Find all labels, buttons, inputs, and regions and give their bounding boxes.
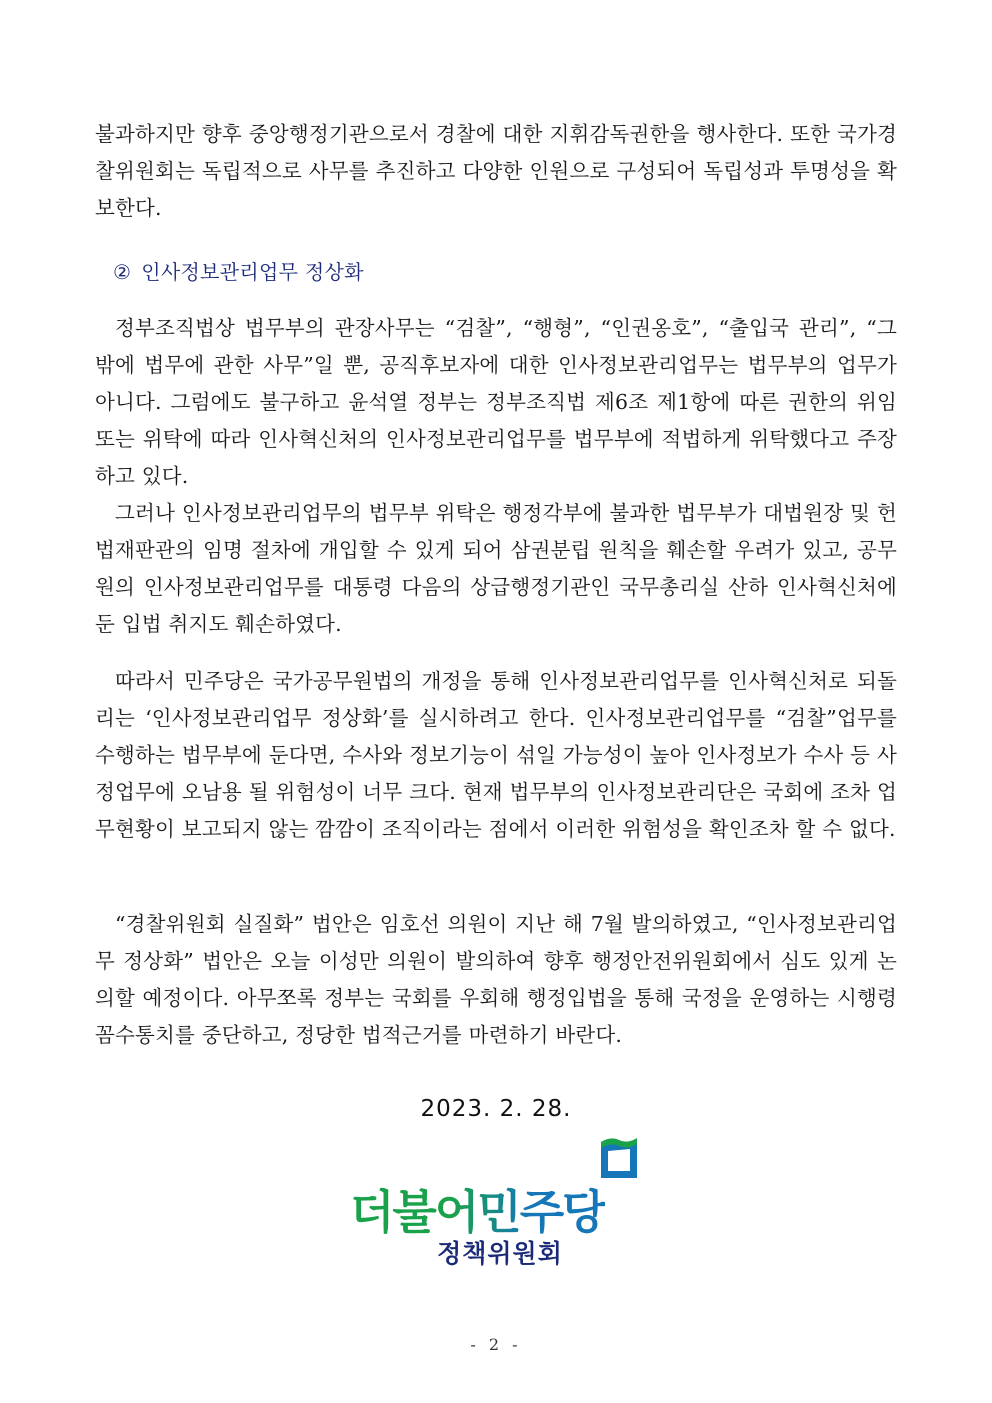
page-number: - 2 -: [470, 1335, 522, 1354]
paragraph-bills-status: “경찰위원회 실질화” 법안은 임호선 의원이 지난 해 7월 발의하였고, “인사정보관리업무 정상화” 법안은 오늘 이성만 의원이 발의하여 향후 행정안전위원회에서 심도 있게 논의할 예정이다. 아무쪼록 정부는 국회를 우회해 행정입법을 통해 국정을 운영하는 시행령 꼼수통치를 중단하고, 정당한 법적근거를 마련하기 바란다.: [95, 912, 897, 1047]
committee-name: 정책위원회: [437, 1239, 563, 1268]
section-title: 인사정보관리업무 정상화: [141, 260, 364, 284]
paragraph-police-commission: 불과하지만 향후 중앙행정기관으로서 경찰에 대한 지휘감독권한을 행사한다. 또한 국가경찰위원회는 독립적으로 사무를 추진하고 다양한 인원으로 구성되어 독립성과 투명성을 확보한다.: [95, 122, 897, 220]
party-logo: [350, 1138, 650, 1268]
party-name: 더불어민주당: [350, 1176, 605, 1242]
paragraph-delegation-critique: 그러나 인사정보관리업무의 법무부 위탁은 행정각부에 불과한 법무부가 대법원장 및 헌법재판관의 임명 절차에 개입할 수 있게 되어 삼권분립 원칙을 훼손할 우려가 있고, 공무원의 인사정보관리업무를 대통령 다음의 상급행정기관인 국무총리실 산하 인사혁신처에 둔 입법 취지도 훼손하였다.: [95, 501, 897, 636]
paragraph-democratic-party-plan: 따라서 민주당은 국가공무원법의 개정을 통해 인사정보관리업무를 인사혁신처로 되돌리는 ‘인사정보관리업무 정상화’를 실시하려고 한다. 인사정보관리업무를 “검찰”업무를 수행하는 법무부에 둔다면, 수사와 정보기능이 섞일 가능성이 높아 인사정보가 수사 등 사정업무에 오남용 될 위험성이 너무 크다. 현재 법무부의 인사정보관리단은 국회에 조차 업무현황이 보고되지 않는 깜깜이 조직이라는 점에서 이러한 위험성을 확인조차 할 수 없다.: [95, 669, 897, 841]
section-heading: [113, 256, 364, 285]
document-date: 2023. 2. 28.: [420, 1096, 572, 1122]
section-number: ②: [113, 260, 132, 284]
paragraph-government-organization-act: 정부조직법상 법무부의 관장사무는 “검찰”, “행형”, “인권옹호”, “출입국 관리”, “그 밖에 법무에 관한 사무”일 뿐, 공직후보자에 대한 인사정보관리업무는 법무부의 업무가 아니다. 그럼에도 불구하고 윤석열 정부는 정부조직법 제6조 제1항에 따른 권한의 위임 또는 위탁에 따라 인사혁신처의 인사정보관리업무를 법무부에 적법하게 위탁했다고 주장하고 있다.: [95, 316, 897, 488]
